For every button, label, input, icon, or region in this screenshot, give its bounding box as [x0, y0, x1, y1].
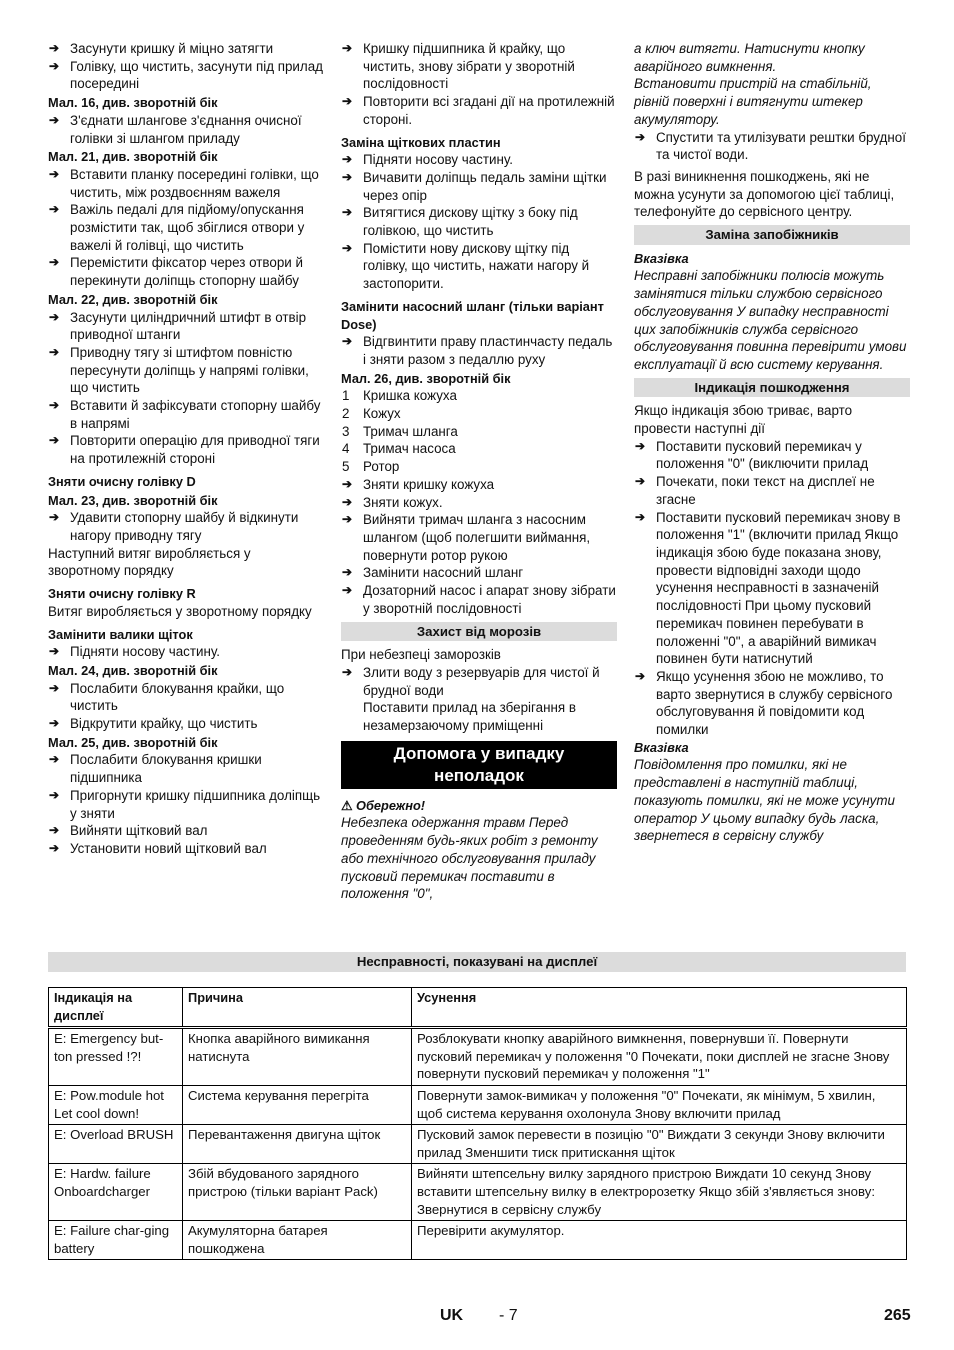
- table-row: [49, 1085, 907, 1124]
- paragraph: При небезпеці заморозків: [341, 647, 501, 663]
- bullet-item: ➔ Злити воду з резервуарів для чистої й брудної води: [341, 664, 617, 699]
- section-heading: Мал. 24, див. зворотній бік: [48, 662, 218, 678]
- section-bar: Індикація пошкодження: [634, 378, 910, 398]
- cell-display: E: Hardw. failure Onboardcharger: [49, 1164, 183, 1221]
- section-heading: Мал. 25, див. зворотній бік: [48, 734, 218, 750]
- table-row: [49, 1221, 907, 1260]
- table-title: Несправності, показувані на дисплеї: [48, 952, 906, 972]
- bullet-item: ➔ Установити новий щітковий вал: [48, 840, 323, 858]
- cell-remedy: Повернути замок-вимикач у положення "0" Почекати, як мінімум, 5 хвилин, щоб система керування охолонула Знову включити прилад: [412, 1085, 907, 1124]
- cell-remedy: Розблокувати кнопку аварійного вимкнення, повернувши її. Повернути пусковий перемикач у положення "0 Почекати, поки дисплей не згасне Знову повернути пусковий перемикач у положення "1": [412, 1028, 907, 1086]
- warning-icon: ⚠: [341, 797, 357, 813]
- bullet-item: ➔ Відгвинтити праву пластинчасту педаль і зняти разом з педаллю руху: [341, 333, 617, 368]
- section-heading: Мал. 21, див. зворотній бік: [48, 149, 218, 165]
- bullet-item: ➔ Важіль педалі для підйому/опускання розмістити так, щоб збіглися отвори у важелі й голівці, що чистить: [48, 201, 323, 254]
- bullet-item: ➔ Якщо усунення збою не можливо, то варто звернутися в службу сервісного обслуговування й повідомити код помилки: [634, 668, 910, 739]
- cell-display: E: Failure char-ging battery: [49, 1221, 183, 1260]
- item-number: 1: [342, 388, 350, 404]
- table-header-row: [49, 988, 907, 1028]
- section-heading: Мал. 22, див. зворотній бік: [48, 291, 218, 307]
- section-heading: Зняти очисну голівку D: [48, 473, 196, 489]
- bullet-item: ➔ Спустити та утилізувати рештки брудної та чистої води.: [634, 129, 910, 164]
- italic-note: Несправні запобіжники полюсів можуть замінятися тільки службою сервісного обслуговування У випадку несправності цих запобіжників служба сервісного обслуговування повинна перевірити умови експлуатації й всю систему керування.: [634, 268, 907, 372]
- paragraph: Витяг виробляється у зворотному порядку: [48, 603, 312, 619]
- numbered-item: [341, 387, 617, 405]
- bullet-item: ➔ Помістити нову дискову щітку під голівку, що чистить, нажати нагору й застопорити.: [341, 240, 617, 293]
- section-bar: Захист від морозів: [341, 622, 617, 642]
- bullet-item: ➔ Вийняти тримач шланга з насосним шлангом (щоб полегшити виймання, повернути ротор рукою: [341, 511, 617, 564]
- bullet-item: ➔ Поставити пусковий перемикач знову в положення "1" (включити прилад Якщо індикація збою буде показана знову, провести відповідні заходи щодо усунення несправності в зазначеній послідовності При цьому пусковий перемикач повинен перебувати в положенні "0", а аварійний вимикач повинен бути натиснутий: [634, 509, 910, 668]
- table-row: [49, 1164, 907, 1221]
- section-heading: Замінити насосний шланг (тільки варіант Dose): [341, 298, 604, 332]
- bullet-item: ➔ Почекати, поки текст на дисплеї не згасне: [634, 473, 910, 508]
- cell-cause: Кнопка аварійного вимикання натиснута: [183, 1028, 412, 1086]
- section-heading: Заміна щіткових пластин: [341, 134, 501, 150]
- bullet-item: ➔ Дозаторний насос і апарат знову зібрати у зворотній послідовності: [341, 582, 617, 617]
- section-bar: Заміна запобіжників: [634, 225, 910, 245]
- bullet-item: ➔ Пригорнути кришку підшипника доліпщь у зняти: [48, 787, 323, 822]
- section-heading: Мал. 26, див. зворотній бік: [341, 370, 511, 386]
- bullet-item: ➔ Зняти кришку кожуха: [341, 476, 617, 494]
- cell-cause: Акумуляторна батарея пошкоджена: [183, 1221, 412, 1260]
- spacer: [341, 293, 617, 297]
- section-heading: Мал. 23, див. зворотній бік: [48, 492, 218, 508]
- bullet-item: ➔ Підняти носову частину.: [341, 151, 617, 169]
- bullet-item: ➔ Повторити операцію для приводної тяги на протилежній стороні: [48, 432, 323, 467]
- item-number: 4: [342, 441, 350, 457]
- cell-cause: Перевантаження двигуна щіток: [183, 1125, 412, 1164]
- bullet-item: ➔ Вичавити доліпщь педаль заміни щітки через опір: [341, 169, 617, 204]
- cell-display: E: Pow.module hot Let cool down!: [49, 1085, 183, 1124]
- item-number: 5: [342, 459, 350, 475]
- cell-cause: Збій вбудованого зарядного пристрою (тільки варіант Pack): [183, 1164, 412, 1221]
- bullet-item: ➔ Голівку, що чистить, засунути під прилад посередині: [48, 58, 323, 93]
- bullet-item: ➔ Засунути кришку й міцно затягти: [48, 40, 323, 58]
- item-number: 2: [342, 406, 350, 422]
- bullet-item: ➔ Кришку підшипника й крайку, що чистить, знову зібрати у зворотній послідовності: [341, 40, 617, 93]
- section-heading: Замінити валики щіток: [48, 626, 193, 642]
- footer-language: UK: [440, 1307, 464, 1324]
- note-heading: Вказівка: [634, 739, 689, 755]
- warning-heading: [341, 797, 617, 815]
- italic-note: Небезпека одержання травм Перед проведенням будь-яких робіт з ремонту або технічного обслуговування приладу пусковий перемикач поставити в положення "0",: [341, 815, 598, 902]
- section-heading: Мал. 16, див. зворотній бік: [48, 95, 218, 111]
- bullet-item: ➔ Підняти носову частину.: [48, 643, 323, 661]
- bullet-item: ➔ Послабити блокування кришки підшипника: [48, 751, 323, 786]
- error-table: [48, 987, 907, 1260]
- cell-cause: Система керування перегріта: [183, 1085, 412, 1124]
- numbered-item: [341, 458, 617, 476]
- bullet-item: ➔ Удавити стопорну шайбу й відкинути нагору приводну тягу: [48, 509, 323, 544]
- table-row: [49, 1028, 907, 1086]
- bullet-item: ➔ Вставити й зафіксувати стопорну шайбу в напрямі: [48, 397, 323, 432]
- spacer: [341, 129, 617, 133]
- note-heading: Вказівка: [634, 250, 689, 266]
- bullet-item: ➔ Замінити насосний шланг: [341, 564, 617, 582]
- bullet-item: ➔ Вставити планку посередині голівки, що чистить, між роздвоєнням важеля: [48, 166, 323, 201]
- paragraph: Наступний витяг виробляється у зворотному порядку: [48, 545, 251, 579]
- numbered-item: [341, 405, 617, 423]
- item-number: 3: [342, 423, 350, 439]
- bullet-item: ➔ Відкрутити крайку, що чистить: [48, 715, 323, 733]
- bullet-item: ➔ Повторити всі згадані дії на протилежній стороні.: [341, 93, 617, 128]
- footer-page-number: 265: [884, 1307, 911, 1324]
- section-heading: Зняти очисну голівку R: [48, 586, 196, 602]
- item-text: Ротор: [363, 459, 400, 475]
- cell-display: E: Overload BRUSH: [49, 1125, 183, 1164]
- table-row: [49, 1125, 907, 1164]
- bullet-item: ➔ Витягтися дискову щітку з боку під голівкою, що чистить: [341, 204, 617, 239]
- spacer: [48, 468, 323, 472]
- item-text: Кожух: [363, 406, 401, 422]
- column-right: [634, 40, 910, 845]
- footer-section-page: - 7: [499, 1307, 518, 1324]
- cell-remedy: Пусковий замок перевести в позицію "0" Виждати 3 секунди Знову включити прилад Зменшити тиск притискання щіток: [412, 1125, 907, 1164]
- header-remedy: Усунення: [412, 988, 907, 1028]
- item-text: Тримач шланга: [363, 423, 458, 439]
- italic-note: а ключ витягти. Натиснути кнопку аварійного вимкнення.: [634, 41, 865, 74]
- bullet-item: ➔ Перемістити фіксатор через отвори й перекинути доліпщь стопорну шайбу: [48, 254, 323, 289]
- bullet-item: ➔ Послабити блокування крайки, що чистить: [48, 680, 323, 715]
- paragraph: Якщо індикація збою триває, варто провести наступні дії: [634, 403, 853, 437]
- bullet-item: ➔ Приводну тягу зі штифтом повністю пересунути доліпщь у напрямі голівки, що чистить: [48, 344, 323, 397]
- item-text: Тримач насоса: [363, 441, 456, 457]
- numbered-item: [341, 423, 617, 441]
- bullet-item: ➔ Поставити пусковий перемикач у положення "0" (виключити прилад: [634, 438, 910, 473]
- spacer: [48, 580, 323, 584]
- bullet-item: ➔ Вийняти щітковий вал: [48, 822, 323, 840]
- cell-remedy: Перевірити акумулятор.: [412, 1221, 907, 1260]
- cell-display: E: Emergency but-ton pressed !?!: [49, 1028, 183, 1086]
- header-display: Індикація на дисплеї: [49, 988, 183, 1028]
- column-middle: [341, 40, 617, 903]
- column-left: [48, 40, 323, 858]
- cell-remedy: Вийняти штепсельну вилку зарядного пристрою Виждати 10 секунд Знову вставити штепсельну вилку в електророзетку Якщо збій з'являється знову: Звернутися в сервісну службу: [412, 1164, 907, 1221]
- italic-note: Встановити пристрій на стабільній, рівній поверхні і витягнути штекер акумулятору.: [634, 76, 872, 127]
- paragraph: В разі виникнення пошкоджень, які не можна усунути за допомогою цієї таблиці, телефонуйте до сервісного центру.: [634, 168, 895, 220]
- chapter-heading: Допомога у випадку неполадок: [341, 741, 617, 789]
- bullet-item: ➔ З'єднати шлангове з'єднання очисної голівки зі шлангом приладу: [48, 112, 323, 147]
- italic-note: Повідомлення про помилки, які не представлені в наступній таблиці, показують помилки, які не може усунути оператор У цьому випадку будь ласка, звернетеся в сервісну службу: [634, 757, 895, 844]
- warning-label: Обережно!: [356, 797, 426, 813]
- indented-text: Поставити прилад на зберігання в незамерзаючому приміщенні: [363, 700, 576, 734]
- spacer: [48, 621, 323, 625]
- bullet-item: ➔ Засунути циліндричний штифт в отвір приводної штанги: [48, 309, 323, 344]
- header-cause: Причина: [183, 988, 412, 1028]
- numbered-item: [341, 440, 617, 458]
- bullet-item: ➔ Зняти кожух.: [341, 494, 617, 512]
- item-text: Кришка кожуха: [363, 388, 457, 404]
